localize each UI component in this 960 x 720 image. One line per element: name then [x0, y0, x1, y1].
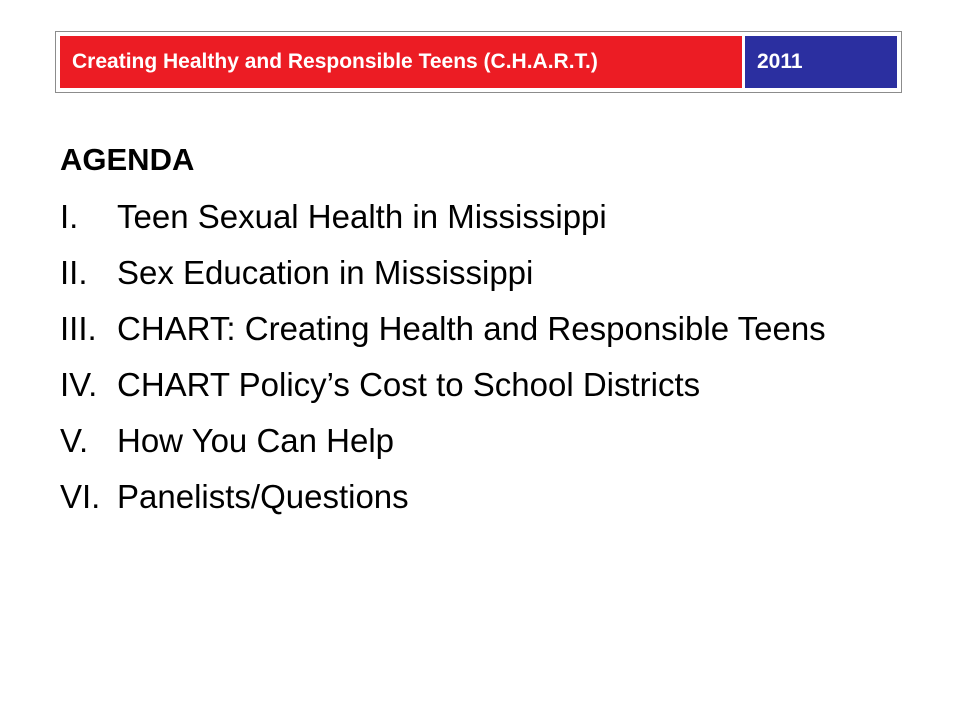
banner-title-panel — [60, 36, 742, 88]
agenda-item-text: CHART: Creating Health and Responsible Teens — [117, 310, 826, 347]
agenda-item-1 — [60, 198, 920, 235]
agenda-item-4 — [60, 366, 920, 403]
agenda-item-2 — [60, 254, 920, 291]
agenda-item-6 — [60, 478, 920, 515]
agenda-item-text: CHART Policy’s Cost to School Districts — [117, 366, 701, 403]
agenda-item-text: How You Can Help — [117, 422, 395, 459]
agenda-heading: AGENDA — [60, 142, 195, 177]
agenda-item-number: IV. — [60, 366, 98, 403]
agenda-item-number: III. — [60, 310, 97, 347]
banner-title: Creating Healthy and Responsible Teens (C.H.A.R.T.) — [72, 50, 598, 73]
header-banner — [55, 31, 902, 93]
agenda-item-text: Teen Sexual Health in Mississippi — [117, 198, 607, 235]
agenda-item-3 — [60, 310, 920, 347]
agenda-item-number: VI. — [60, 478, 101, 515]
agenda-item-number: II. — [60, 254, 88, 291]
agenda-item-text: Panelists/Questions — [117, 478, 409, 515]
agenda-item-text: Sex Education in Mississippi — [117, 254, 534, 291]
banner-year: 2011 — [757, 50, 803, 73]
banner-year-panel — [745, 36, 897, 88]
agenda-item-number: I. — [60, 198, 79, 235]
agenda-item-5 — [60, 422, 920, 459]
agenda-item-number: V. — [60, 422, 89, 459]
agenda-list — [60, 198, 920, 534]
